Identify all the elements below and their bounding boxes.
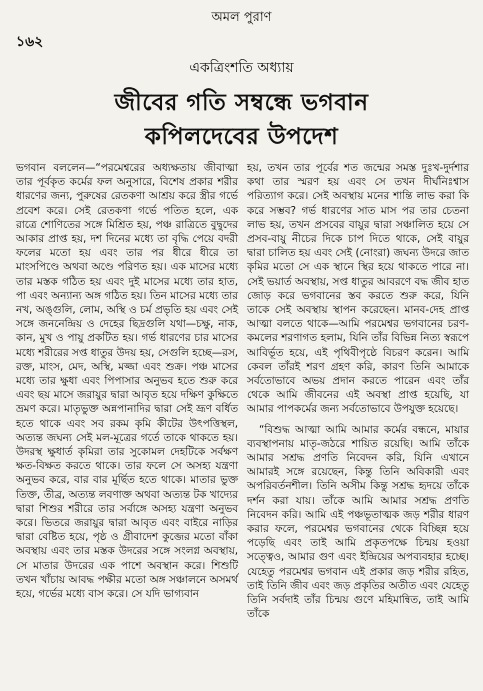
right-paragraph-2: “বিশুদ্ধ আত্মা আমি আমার কর্মের বন্ধনে, মায়ার ব্যবস্থাপনায় মাতৃ-জঠরে শায়িত রয়েছি। আমি তাঁকে আমার সশ্রদ্ধ প্রণতি নিবেদন করি, যিনি এখানে আমারই সঙ্গে রয়েছেন, কিন্তু তিনি অবিকারী এবং অপরিবর্তনশীল। তিনি অসীম কিন্তু সশ্রদ্ধ হৃদয়ে তাঁকে দর্শন করা যায়। তাঁকে আমি আমার সশ্রদ্ধ প্রণতি নিবেদন করি। আমি এই পঞ্চভূতাত্মক জড় শরীর ধারণ করার ফলে, পরমেশ্বর ভগবানের থেকে বিচ্ছিন্ন হয়ে পড়েছি এবং তাই আমি প্রকৃতপক্ষে চিন্ময় হওয়া সত্ত্বেও, আমার গুণ এবং ইন্দ্রিয়ের অপব্যবহার হচ্ছে। যেহেতু পরমেশ্বর ভগবান এই প্রকার জড় শরীর রহিত, তাই তিনি জীব এবং জড় প্রকৃতির অতীত এবং যেহেতু তিনি সর্বদাই তাঁর চিন্ময় গুণে মহিমান্বিত, তাই আমি তাঁকে [247,423,469,621]
running-header: অমল পুরাণ [211,10,272,25]
chapter-label: একত্রিংশতি অধ্যায় [189,60,294,76]
right-column [247,161,469,628]
page-number: ১৬২ [16,34,44,50]
right-paragraph-1: হয়, তখন তার পূর্বের শত জন্মের সমস্ত দুঃখ-দুর্দশার কথা তার স্মরণ হয় এবং সে তখন দীর্ঘনিঃশ্বাস পরিত্যাগ করে। সেই অবস্থায় মনের শান্তি লাভ করা কি করে সম্ভব? গর্ভ ধারণের সাত মাস পর তার চেতনা লাভ হয়, তখন প্রসবের বায়ুর দ্বারা সঞ্চালিত হয়ে সে প্রসব-বায়ু নীচের দিকে চাপ দিতে থাকে, সেই বায়ুর দ্বারা চালিত হয় এবং সেই (নোংরা) জঘন্য উদরে জাত কৃমির মতো সে এক স্থানে স্থির হয়ে থাকতে পারে না। সেই ভয়ার্ত অবস্থায়, সপ্ত ধাতুর আবরণে বদ্ধ জীব হাত জোড় করে ভগবানের স্তব করতে শুরু করে, যিনি তাকে সেই অবস্থায় স্থাপন করেছেন। মানব-দেহ প্রাপ্ত আত্মা বলতে থাকে—আমি পরমেশ্বর ভগবানের চরণ-কমলের শরণাগত হলাম, যিনি তাঁর বিভিন্ন নিত্য স্বরূপে আবির্ভূত হয়ে, এই পৃথিবীপৃষ্ঠে বিচরণ করেন। আমি কেবল তাঁরই শরণ গ্রহণ করি, কারণ তিনি আমাকে সর্বতোভাবে অভয় প্রদান করতে পারেন এবং তাঁর থেকে আমি জীবনের এই অবস্থা প্রাপ্ত হয়েছি, যা আমার পাপকর্মের জন্য সর্বতোভাবে উপযুক্ত হয়েছে। [247,162,469,416]
chapter-title-line-2: কপিলদেবের উপদেশ [144,124,339,150]
left-paragraph-1: ভগবান বললেন—“পরমেশ্বরের অধ্যক্ষতায় জীবাত্মা তার পূর্বকৃত কর্মের ফল অনুসারে, বিশেষ প্রকার শরীর ধারণের জন্য, পুরুষের রেতকণা আশ্রয় করে স্ত্রীর গর্ভে প্রবেশ করে। সেই রেতকণা গর্ভে পতিত হলে, এক রাত্রে শোণিতের সঙ্গে মিশ্রিত হয়, পঞ্চ রাত্রিতে বুদ্বুদের আকার প্রাপ্ত হয়, দশ দিনের মধ্যে তা বৃদ্ধি পেয়ে বদরী ফলের মতো হয় এবং তার পর ধীরে ধীরে তা মাংসপিণ্ডে অথবা অণ্ডে পরিণত হয়। এক মাসের মধ্যে তার মস্তক গঠিত হয় এবং দুই মাসের মধ্যে তার হাত, পা এবং অন্যান্য অঙ্গ গঠিত হয়। তিন মাসের মধ্যে তার নখ, অঙ্গুলি, লোম, অস্থি ও চর্ম প্রভৃতি হয় এবং সেই সঙ্গে জননেন্দ্রিয় ও দেহের ছিদ্রগুলি যথা—চক্ষু, নাক, কান, মুখ ও পায়ু প্রকটিত হয়। গর্ভ ধারণের চার মাসের মধ্যে শরীরের সপ্ত ধাতুর উদয় হয়, সেগুলি হচ্ছে—রস, রক্ত, মাংস, মেদ, অস্থি, মজ্জা এবং শুক্র। পঞ্চ মাসের মধ্যে তার ক্ষুধা এবং পিপাসার অনুভব হতে শুরু করে এবং ছয় মাসে জরায়ুর দ্বারা আবৃত হয়ে দক্ষিণ কুক্ষিতে ভ্রমণ করে। মাতৃভুক্ত অন্নপানাদির দ্বারা সেই ভ্রূণ বর্ধিত হতে থাকে এবং সব রকম কৃমি কীটের উৎপত্তিস্থল, অত্যন্ত জঘন্য সেই মল-মূত্রের গর্তে তাকে থাকতে হয়। উদরস্থ ক্ষুধার্ত কৃমিরা তার সুকোমল দেহটিকে সর্বক্ষণ ক্ষত-বিক্ষত করতে থাকে। তার ফলে সে অসহ্য যন্ত্রণা অনুভব করে, বার বার মূর্ছিত হতে থাকে। মাতার ভুক্ত তিক্ত, তীব্র, অত্যন্ত লবণাক্ত অথবা অত্যন্ত টক খাদ্যের দ্বারা শিশুর শরীরে তার সর্বাঙ্গে অসহ্য যন্ত্রণা অনুভব করে। ভিতরে জরায়ুর দ্বারা আবৃত এবং বাইরে নাড়ির দ্বারা বেষ্টিত হয়ে, পৃষ্ঠ ও গ্রীবাদেশ কুব্জের মতো বাঁকা অবস্থায় এবং তার মস্তক উদরের সঙ্গে সংলগ্ন অবস্থায়, সে মাতার উদরের এক পাশে অবস্থান করে। শিশুটি তখন খাঁচায় আবদ্ধ পক্ষীর মতো অঙ্গ সঞ্চালনে অসমর্থ হয়ে, গর্ভের মধ্যে বাস করে। সে যদি ভাগ্যবান [16,162,238,601]
left-column [16,161,238,607]
chapter-title-line-1: জীবের গতি সম্বন্ধে ভগবান [114,90,369,116]
